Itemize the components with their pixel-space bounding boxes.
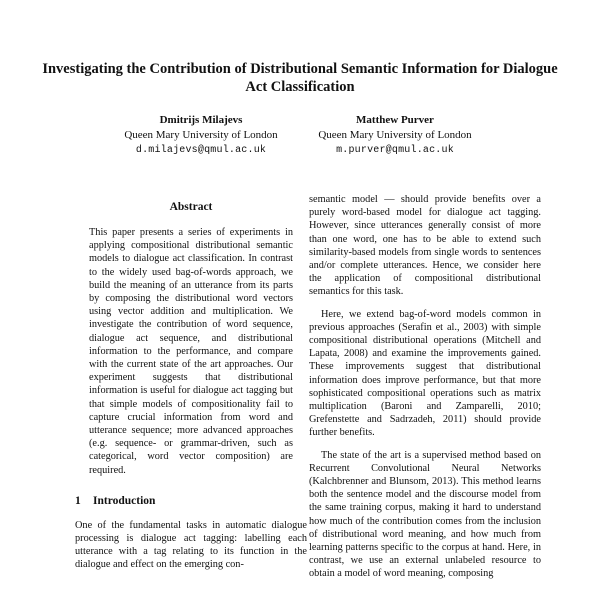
author-name: Dmitrijs Milajevs (159, 114, 243, 126)
author-affiliation: Queen Mary University of London (318, 129, 472, 141)
abstract-text: This paper presents a series of experiments in applying compositional distributional semantic models to dialogue act classification. In contrast to the widely used bag-of-words approach, we build the meaning of an utterance from its parts by composing the distributional word vectors using vector addition and multiplication. We investigate the contribution of word sequence, dialogue act sequence, and distributional information to the performance, and compare with the current state of the art approaches. Our experiment suggests that distributional information is useful for dialogue act tagging but that simple models of compositionality fail to capture crucial information from word and utterance sequence; more advanced approaches (e.g. sequence- or grammar-driven, such as categorical, word vector composition) are required. (89, 227, 293, 476)
author-affiliation: Queen Mary University of London (124, 129, 278, 141)
author-email: m.purver@qmul.ac.uk (336, 145, 454, 156)
body-paragraph-1: semantic model — should provide benefits over a purely word-based model for dialogue act tagging. However, since utterances generally consist of more than one word, one has to be able to extend such similarity-based models from single words to sentences and/or complete utterances. Hence, we consider here the application of compositional distributional semantics for this task. (309, 194, 541, 298)
right-column (309, 193, 541, 590)
body-paragraph-2: Here, we extend bag-of-word models common in previous approaches (Serafin et al., 2003) with simple compositional distributional operations (Mitchell and Lapata, 2008) and examine the improvements gained. These improvements suggest that distributional information does improve performance, but that more sophisticated compositional operations such as matrix multiplication (Baroni and Zamparelli, 2010; Grefenstette and Sadrzadeh, 2011) should provide further benefits. (309, 308, 541, 439)
author-email: d.milajevs@qmul.ac.uk (135, 145, 267, 156)
paper-title: Investigating the Contribution of Distributional Semantic Information for Dialogue Act Classification (42, 61, 558, 95)
abstract-heading: Abstract (169, 201, 213, 213)
left-column (75, 200, 307, 572)
author-block-2 (280, 113, 510, 158)
introduction-paragraph: One of the fundamental tasks in automatic dialogue processing is dialogue act tagging: labelling each utterance with a tag relating to its function in the dialogue and effect on the emerging con- (75, 519, 307, 571)
section-title: Introduction (93, 494, 156, 507)
author-name: Matthew Purver (356, 114, 434, 126)
section-heading-introduction (75, 494, 307, 508)
body-paragraph-3: The state of the art is a supervised method based on Recurrent Convolutional Neural Networks (Kalchbrenner and Blunsom, 2013). This method learns both the sentence model and the discourse model from the same training corpus, making it hard to understand how much of the contribution comes from the inclusion of distributional word meaning, and how much from learning patterns specific to the corpus at hand. Here, in contrast, we use an external unlabeled resource to obtain a model of word meaning, composing (309, 449, 541, 580)
section-number: 1 (75, 494, 81, 507)
